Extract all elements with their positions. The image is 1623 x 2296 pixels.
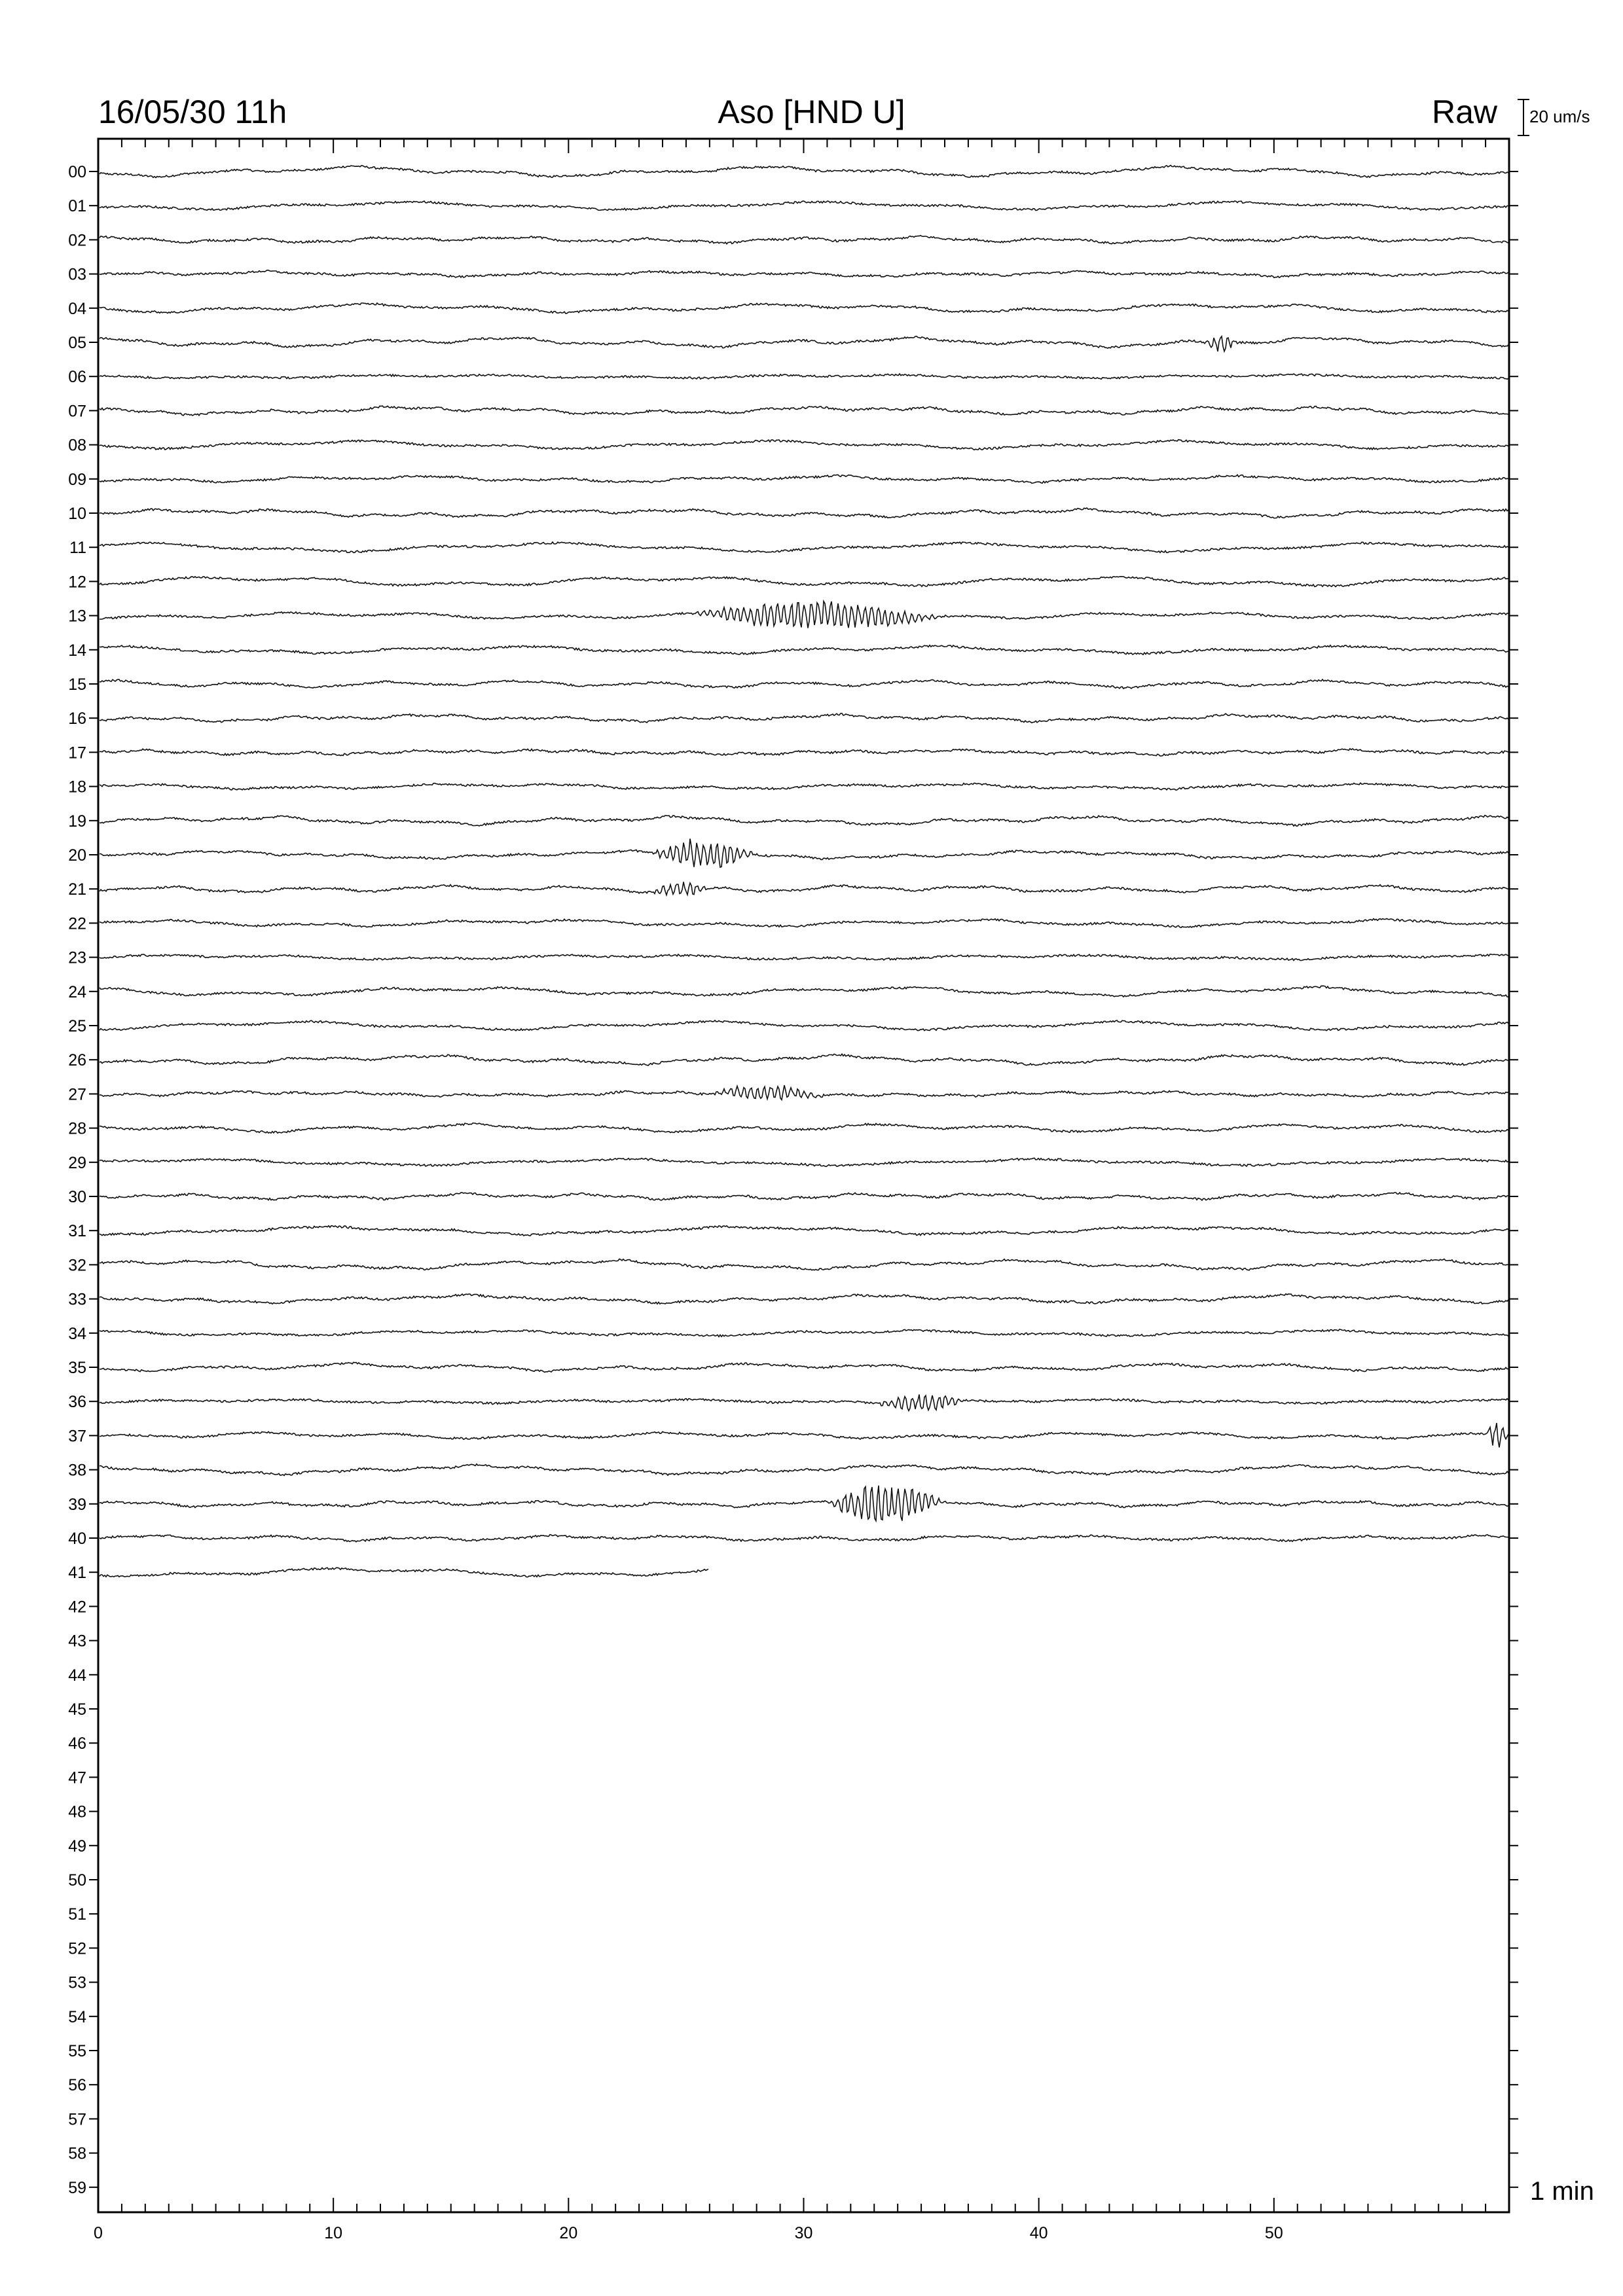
plot-frame — [98, 139, 1509, 2212]
row-label: 58 — [68, 2144, 86, 2163]
seismic-trace — [100, 1123, 1508, 1133]
seismic-trace — [100, 1226, 1508, 1236]
row-label: 14 — [68, 641, 86, 660]
mode-label: Raw — [1431, 94, 1497, 130]
row-label: 23 — [68, 948, 86, 967]
row-label: 21 — [68, 880, 86, 899]
row-label: 18 — [68, 778, 86, 797]
row-label: 49 — [68, 1837, 86, 1856]
row-label: 32 — [68, 1256, 86, 1275]
row-label: 45 — [68, 1700, 86, 1719]
seismic-trace — [100, 1054, 1508, 1066]
row-label: 28 — [68, 1119, 86, 1138]
row-label: 51 — [68, 1905, 86, 1924]
row-label: 12 — [68, 573, 86, 592]
seismic-trace — [100, 1464, 1508, 1476]
seismic-trace — [100, 749, 1508, 756]
seismic-trace — [100, 577, 1508, 587]
x-axis-ticks — [94, 139, 1509, 2242]
seismic-trace — [100, 236, 1508, 244]
seismic-trace — [100, 645, 1508, 655]
row-label: 02 — [68, 231, 86, 250]
seismic-trace — [100, 954, 1508, 961]
row-label: 11 — [69, 539, 86, 558]
row-label: 42 — [68, 1598, 86, 1617]
seismic-trace — [100, 475, 1508, 483]
row-ticks — [89, 171, 1518, 2187]
seismic-trace — [100, 440, 1508, 450]
seismic-trace — [100, 1294, 1508, 1304]
seismic-trace — [100, 1395, 1508, 1411]
row-label: 37 — [68, 1427, 86, 1446]
row-label: 22 — [68, 914, 86, 933]
row-label: 52 — [68, 1939, 86, 1958]
row-label: 09 — [68, 470, 86, 489]
row-label: 27 — [68, 1085, 86, 1104]
row-label: 19 — [68, 812, 86, 831]
seismic-trace — [100, 679, 1508, 689]
seismic-trace — [100, 713, 1508, 723]
row-label: 16 — [68, 709, 86, 728]
row-label: 26 — [68, 1051, 86, 1070]
row-label: 05 — [68, 334, 86, 352]
row-label: 35 — [68, 1359, 86, 1377]
row-label: 01 — [68, 197, 86, 216]
seismic-trace — [100, 406, 1508, 416]
x-tick-label: 20 — [559, 2224, 578, 2242]
row-label: 15 — [68, 675, 86, 694]
row-label: 33 — [68, 1290, 86, 1309]
seismic-trace — [100, 1020, 1508, 1031]
row-label: 39 — [68, 1495, 86, 1514]
row-label: 25 — [68, 1017, 86, 1035]
date-hour-label: 16/05/30 11h — [98, 94, 287, 130]
row-label: 36 — [68, 1393, 86, 1412]
row-label: 53 — [68, 1973, 86, 1992]
row-label: 07 — [68, 402, 86, 421]
row-label: 54 — [68, 2007, 86, 2026]
seismic-trace — [100, 508, 1508, 518]
seismic-trace — [100, 542, 1508, 552]
x-axis-unit-label: 1 min — [1530, 2177, 1594, 2206]
row-label: 55 — [68, 2042, 86, 2060]
seismic-trace — [100, 783, 1508, 790]
seismic-trace — [100, 986, 1508, 997]
row-label: 59 — [68, 2178, 86, 2197]
row-label: 29 — [68, 1153, 86, 1172]
row-label: 10 — [68, 505, 86, 523]
row-label: 17 — [68, 744, 86, 762]
traces — [100, 166, 1508, 1577]
row-label: 24 — [68, 982, 86, 1001]
seismic-trace — [100, 882, 1508, 895]
row-label: 30 — [68, 1188, 86, 1206]
row-label: 46 — [68, 1734, 86, 1753]
row-label: 48 — [68, 1803, 86, 1821]
seismic-trace — [100, 1158, 1508, 1166]
row-label: 40 — [68, 1530, 86, 1548]
row-label: 47 — [68, 1768, 86, 1787]
row-label: 00 — [68, 163, 86, 181]
seismic-trace — [100, 1423, 1508, 1447]
seismic-trace — [100, 919, 1508, 928]
x-tick-label: 30 — [794, 2224, 813, 2242]
amplitude-scale-label: 20 um/s — [1529, 107, 1590, 126]
station-title: Aso [HND U] — [718, 94, 905, 130]
row-label: 08 — [68, 436, 86, 455]
row-label: 03 — [68, 265, 86, 284]
seismic-trace — [100, 1535, 1508, 1542]
seismic-trace — [100, 374, 1508, 379]
row-label: 56 — [68, 2076, 86, 2095]
seismic-trace — [100, 601, 1508, 628]
x-tick-label: 50 — [1264, 2224, 1283, 2242]
x-tick-label: 10 — [324, 2224, 343, 2242]
seismic-trace — [100, 1193, 1508, 1200]
seismic-trace — [100, 336, 1508, 351]
row-label: 13 — [68, 607, 86, 626]
row-label: 57 — [68, 2110, 86, 2129]
row-label: 20 — [68, 846, 86, 865]
seismic-trace — [100, 816, 1508, 826]
row-label: 43 — [68, 1632, 86, 1651]
seismic-trace — [100, 303, 1508, 314]
seismic-trace — [100, 1259, 1508, 1270]
seismic-trace — [100, 1085, 1508, 1100]
seismic-trace — [100, 1486, 1508, 1521]
seismic-trace — [100, 201, 1508, 211]
row-label: 04 — [68, 299, 86, 318]
row-label: 41 — [68, 1564, 86, 1583]
seismic-trace — [100, 166, 1508, 178]
row-label: 06 — [68, 368, 86, 387]
row-label: 50 — [68, 1871, 86, 1890]
seismic-trace — [100, 1568, 708, 1577]
seismic-trace — [100, 1362, 1508, 1372]
seismic-trace — [100, 838, 1508, 867]
row-label: 34 — [68, 1324, 86, 1343]
x-tick-label: 40 — [1029, 2224, 1048, 2242]
seismic-trace — [100, 1329, 1508, 1336]
amplitude-scale-bar — [1518, 99, 1529, 135]
row-label: 38 — [68, 1461, 86, 1480]
row-label: 44 — [68, 1666, 86, 1685]
x-tick-label: 0 — [94, 2224, 103, 2242]
row-labels — [68, 163, 86, 2197]
row-label: 31 — [68, 1222, 86, 1241]
seismic-trace — [100, 270, 1508, 278]
